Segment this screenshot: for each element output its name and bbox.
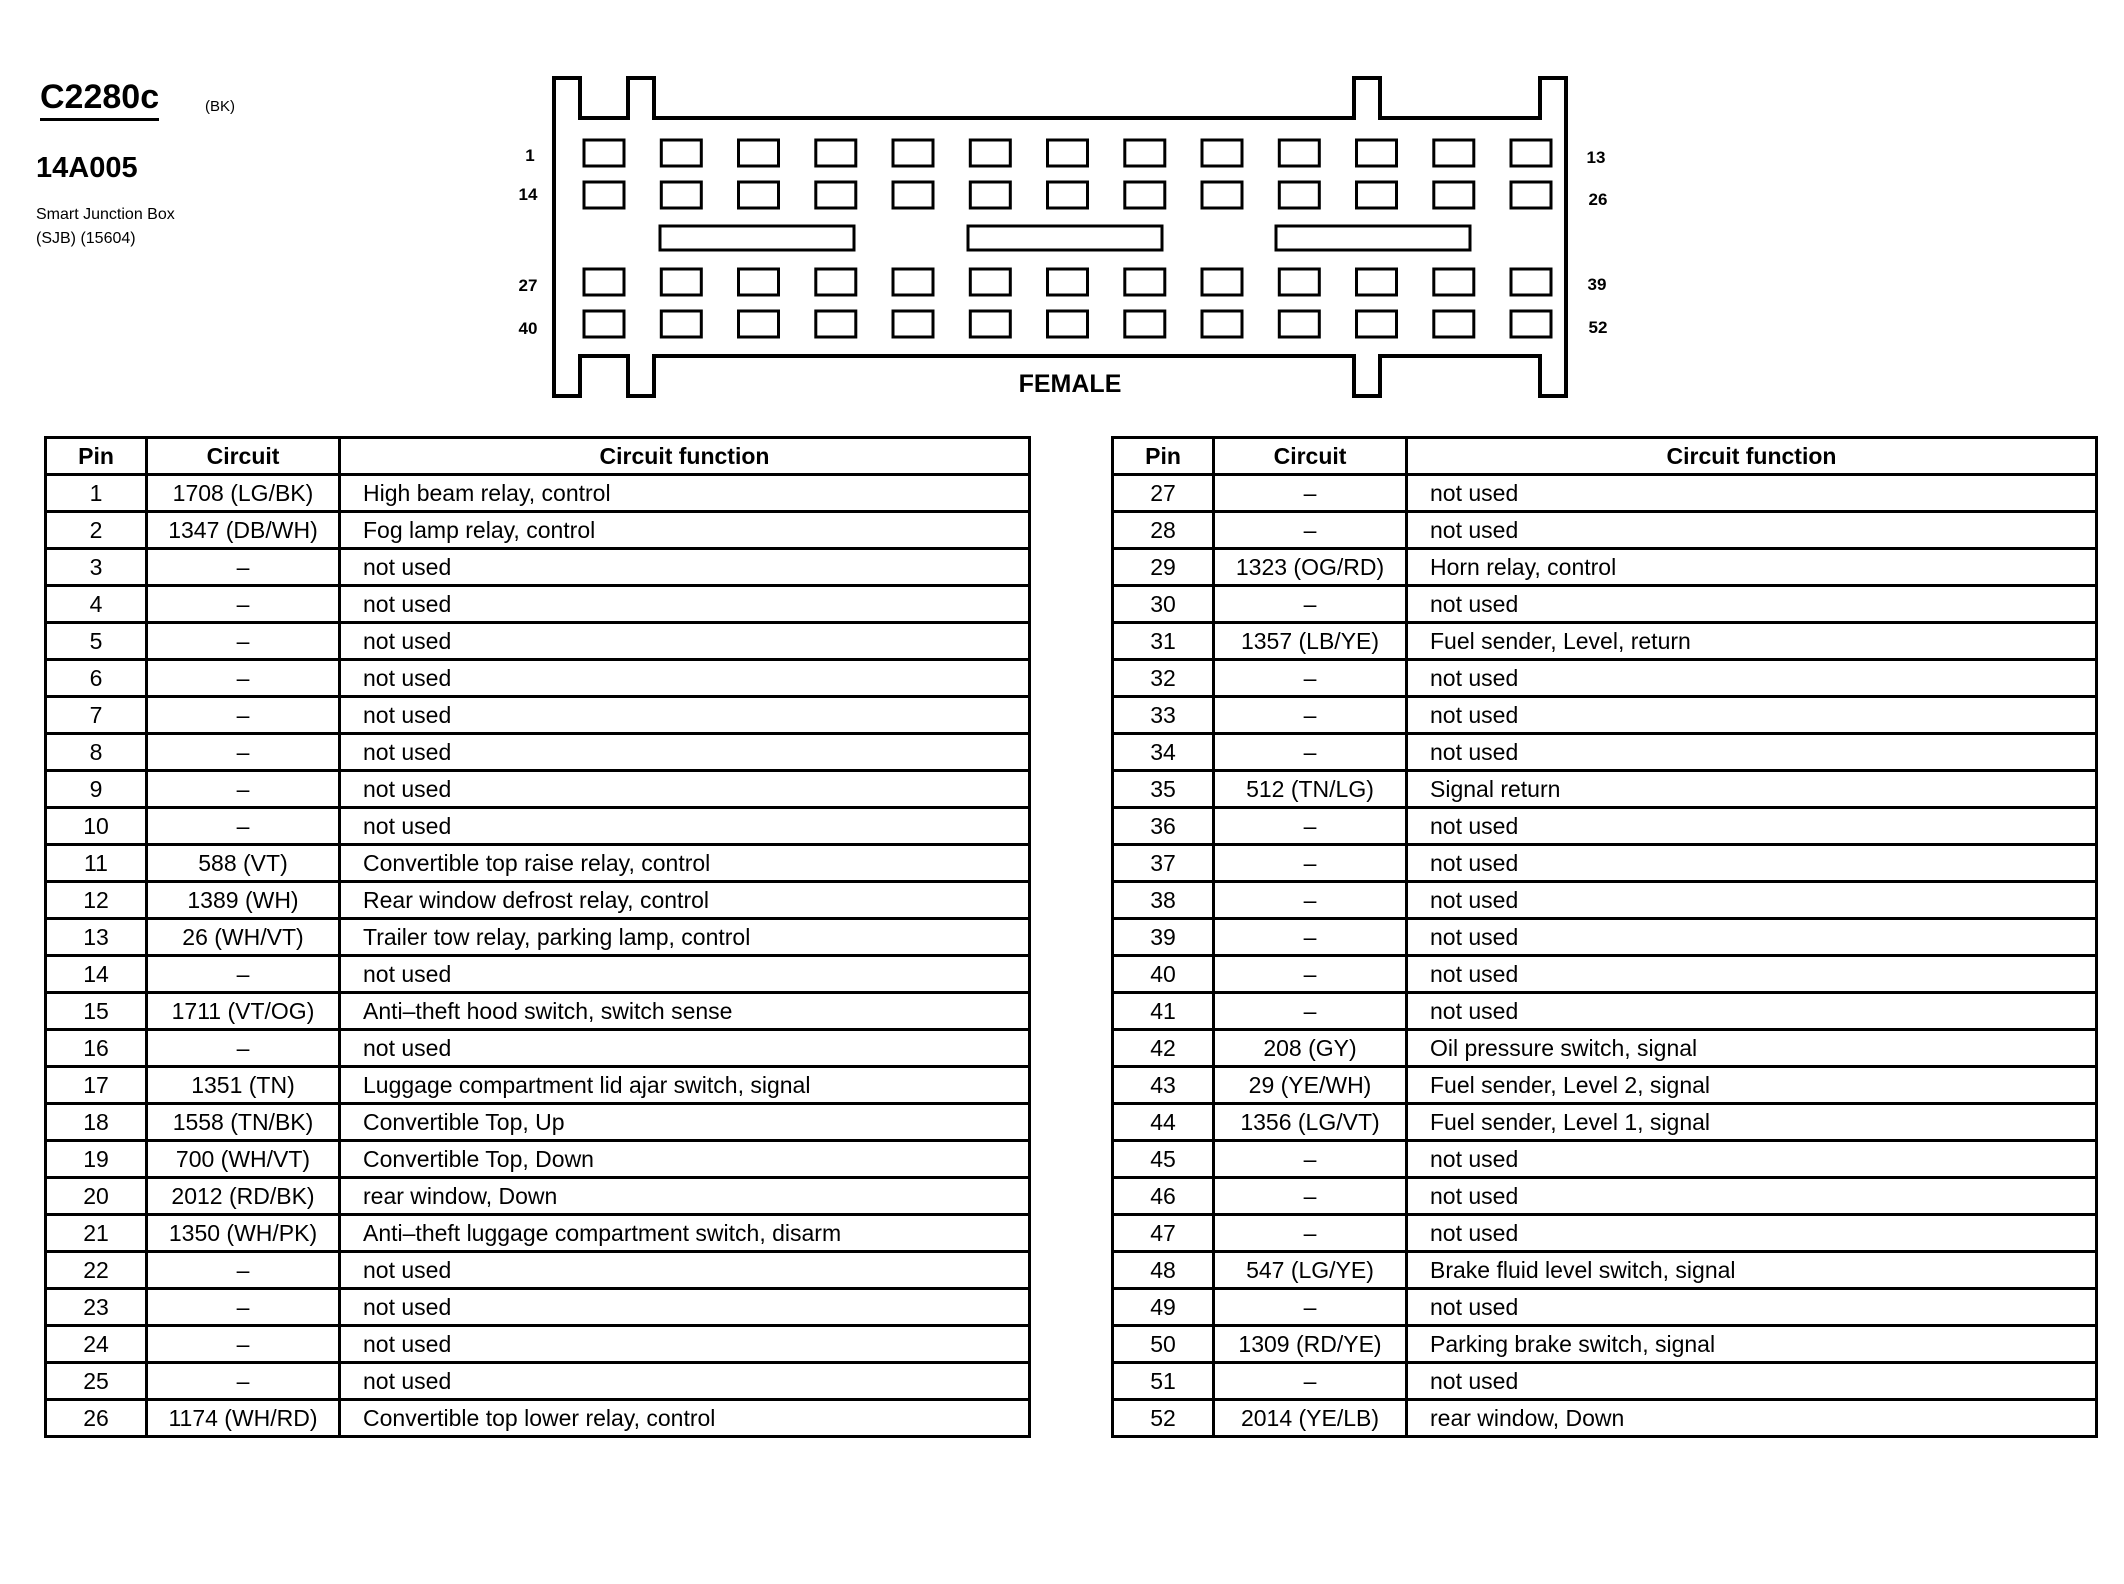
- function-cell: not used: [1407, 586, 2097, 623]
- function-cell: Trailer tow relay, parking lamp, control: [340, 919, 1030, 956]
- pin-cavity: [1434, 269, 1474, 295]
- table-row: [1113, 660, 2097, 697]
- table-row: [46, 1104, 1030, 1141]
- pin-cell: 33: [1113, 697, 1214, 734]
- function-cell: not used: [1407, 1215, 2097, 1252]
- function-cell: not used: [1407, 956, 2097, 993]
- function-cell: rear window, Down: [1407, 1400, 2097, 1437]
- table-row: [46, 549, 1030, 586]
- function-cell: not used: [340, 808, 1030, 845]
- pin-cell: 17: [46, 1067, 147, 1104]
- function-cell: not used: [1407, 882, 2097, 919]
- table-row: [1113, 1400, 2097, 1437]
- table-row: [1113, 549, 2097, 586]
- pin-cell: 20: [46, 1178, 147, 1215]
- pin-cell: 2: [46, 512, 147, 549]
- circuit-cell: 208 (GY): [1214, 1030, 1407, 1067]
- function-cell: Oil pressure switch, signal: [1407, 1030, 2097, 1067]
- pin-cavity: [1434, 140, 1474, 166]
- table-row: [46, 734, 1030, 771]
- circuit-cell: –: [147, 1363, 340, 1400]
- circuit-cell: 2014 (YE/LB): [1214, 1400, 1407, 1437]
- function-cell: not used: [340, 697, 1030, 734]
- table-row: [1113, 993, 2097, 1030]
- table-row: [1113, 697, 2097, 734]
- pin-cavity: [970, 269, 1010, 295]
- pin-cavity: [1125, 311, 1165, 337]
- circuit-cell: 1174 (WH/RD): [147, 1400, 340, 1437]
- function-cell: Fuel sender, Level 2, signal: [1407, 1067, 2097, 1104]
- pin-cavity: [893, 311, 933, 337]
- function-cell: not used: [1407, 1289, 2097, 1326]
- pin-cell: 23: [46, 1289, 147, 1326]
- pin-cavity: [970, 140, 1010, 166]
- table-row: [46, 993, 1030, 1030]
- table-row: [1113, 771, 2097, 808]
- table-row: [1113, 845, 2097, 882]
- pin-cavity: [661, 140, 701, 166]
- pin-cell: 25: [46, 1363, 147, 1400]
- pin-cell: 35: [1113, 771, 1214, 808]
- circuit-cell: 547 (LG/YE): [1214, 1252, 1407, 1289]
- pin-cavity: [1357, 140, 1397, 166]
- header-circuit: Circuit: [1214, 438, 1407, 475]
- circuit-cell: –: [1214, 734, 1407, 771]
- row-label-40: 40: [518, 319, 538, 338]
- pin-cavity: [1357, 311, 1397, 337]
- pin-cell: 37: [1113, 845, 1214, 882]
- circuit-cell: –: [1214, 1289, 1407, 1326]
- table-row: [1113, 734, 2097, 771]
- pin-cell: 4: [46, 586, 147, 623]
- function-cell: Fuel sender, Level 1, signal: [1407, 1104, 2097, 1141]
- table-row: [1113, 1141, 2097, 1178]
- pin-table-left: [44, 436, 1031, 1438]
- circuit-cell: –: [147, 771, 340, 808]
- table-row: [1113, 1030, 2097, 1067]
- pin-cell: 43: [1113, 1067, 1214, 1104]
- table-row: [46, 771, 1030, 808]
- pin-cell: 1: [46, 475, 147, 512]
- pin-cell: 26: [46, 1400, 147, 1437]
- table-row: [1113, 1363, 2097, 1400]
- circuit-cell: –: [1214, 845, 1407, 882]
- circuit-cell: –: [147, 623, 340, 660]
- connector-id: C2280c: [40, 80, 159, 121]
- pin-cell: 9: [46, 771, 147, 808]
- function-cell: High beam relay, control: [340, 475, 1030, 512]
- pin-cell: 36: [1113, 808, 1214, 845]
- latch-slot: [660, 226, 854, 250]
- table-row: [46, 1178, 1030, 1215]
- row-label-26: 26: [1588, 190, 1608, 209]
- table-row: [1113, 919, 2097, 956]
- table-row: [46, 1141, 1030, 1178]
- connector-face-diagram: [0, 0, 2124, 420]
- latch-slots: [660, 226, 1470, 250]
- pin-cell: 3: [46, 549, 147, 586]
- pin-cell: 16: [46, 1030, 147, 1067]
- table-row: [46, 1067, 1030, 1104]
- function-cell: not used: [1407, 1363, 2097, 1400]
- circuit-cell: –: [1214, 882, 1407, 919]
- pin-cell: 12: [46, 882, 147, 919]
- pin-cavity: [661, 269, 701, 295]
- pin-cavity: [1048, 182, 1088, 208]
- function-cell: not used: [1407, 993, 2097, 1030]
- table-row: [1113, 1252, 2097, 1289]
- function-cell: Fog lamp relay, control: [340, 512, 1030, 549]
- circuit-cell: 1350 (WH/PK): [147, 1215, 340, 1252]
- pin-cell: 29: [1113, 549, 1214, 586]
- pin-cell: 52: [1113, 1400, 1214, 1437]
- pin-cell: 21: [46, 1215, 147, 1252]
- circuit-cell: –: [1214, 1141, 1407, 1178]
- circuit-cell: 26 (WH/VT): [147, 919, 340, 956]
- pin-cavity: [816, 140, 856, 166]
- row-label-14: 14: [518, 185, 538, 204]
- table-row: [1113, 1326, 2097, 1363]
- pin-cell: 30: [1113, 586, 1214, 623]
- table-row: [1113, 1289, 2097, 1326]
- function-cell: not used: [1407, 1141, 2097, 1178]
- pin-cavity: [1202, 311, 1242, 337]
- circuit-cell: –: [147, 660, 340, 697]
- function-cell: not used: [340, 660, 1030, 697]
- description-line-2: (SJB) (15604): [36, 230, 136, 247]
- function-cell: Brake fluid level switch, signal: [1407, 1252, 2097, 1289]
- circuit-cell: –: [1214, 956, 1407, 993]
- pin-cell: 42: [1113, 1030, 1214, 1067]
- function-cell: not used: [340, 1030, 1030, 1067]
- circuit-cell: –: [147, 1326, 340, 1363]
- function-cell: Anti–theft luggage compartment switch, disarm: [340, 1215, 1030, 1252]
- table-row: [46, 1030, 1030, 1067]
- table-row: [1113, 808, 2097, 845]
- pin-cavity: [1511, 140, 1551, 166]
- circuit-cell: 1357 (LB/YE): [1214, 623, 1407, 660]
- pin-cavity: [1202, 140, 1242, 166]
- circuit-cell: –: [1214, 919, 1407, 956]
- pin-cell: 41: [1113, 993, 1214, 1030]
- function-cell: not used: [340, 1252, 1030, 1289]
- table-row: [46, 475, 1030, 512]
- latch-slot: [968, 226, 1162, 250]
- table-row: [46, 623, 1030, 660]
- pin-cavity: [893, 140, 933, 166]
- pin-cavity: [1434, 311, 1474, 337]
- pin-cavity: [1125, 140, 1165, 166]
- function-cell: Convertible Top, Down: [340, 1141, 1030, 1178]
- circuit-cell: 1323 (OG/RD): [1214, 549, 1407, 586]
- table-row: [46, 845, 1030, 882]
- pin-cavity: [584, 269, 624, 295]
- circuit-cell: –: [1214, 1215, 1407, 1252]
- circuit-cell: –: [1214, 1178, 1407, 1215]
- circuit-cell: –: [1214, 475, 1407, 512]
- pin-cell: 45: [1113, 1141, 1214, 1178]
- pin-cell: 7: [46, 697, 147, 734]
- pin-cell: 13: [46, 919, 147, 956]
- pin-cell: 44: [1113, 1104, 1214, 1141]
- pin-cavity: [584, 182, 624, 208]
- part-number: 14A005: [36, 152, 138, 184]
- circuit-cell: –: [147, 808, 340, 845]
- row-label-52: 52: [1588, 318, 1608, 337]
- pin-cavity: [893, 182, 933, 208]
- table-row: [46, 1400, 1030, 1437]
- pin-cell: 31: [1113, 623, 1214, 660]
- function-cell: not used: [1407, 845, 2097, 882]
- function-cell: not used: [340, 586, 1030, 623]
- table-header-row: [46, 438, 1030, 475]
- table-row: [1113, 1104, 2097, 1141]
- table-row: [1113, 623, 2097, 660]
- table-row: [46, 1363, 1030, 1400]
- pin-cavity: [816, 269, 856, 295]
- circuit-cell: 1558 (TN/BK): [147, 1104, 340, 1141]
- pin-cavity: [584, 311, 624, 337]
- function-cell: Convertible top lower relay, control: [340, 1400, 1030, 1437]
- header-circuit-function: Circuit function: [1407, 438, 2097, 475]
- circuit-cell: 700 (WH/VT): [147, 1141, 340, 1178]
- circuit-cell: 1351 (TN): [147, 1067, 340, 1104]
- circuit-cell: –: [147, 1252, 340, 1289]
- function-cell: Convertible Top, Up: [340, 1104, 1030, 1141]
- row-label-39: 39: [1587, 275, 1607, 294]
- circuit-cell: –: [1214, 586, 1407, 623]
- table-row: [46, 882, 1030, 919]
- table-row: [46, 919, 1030, 956]
- table-header-row: [1113, 438, 2097, 475]
- table-row: [46, 512, 1030, 549]
- pin-cavity: [1048, 269, 1088, 295]
- function-cell: not used: [340, 1326, 1030, 1363]
- circuit-cell: 1711 (VT/OG): [147, 993, 340, 1030]
- pin-cavity: [739, 182, 779, 208]
- pin-cell: 46: [1113, 1178, 1214, 1215]
- circuit-cell: –: [147, 549, 340, 586]
- pin-cavity: [1279, 182, 1319, 208]
- function-cell: not used: [340, 956, 1030, 993]
- pin-cavity: [1279, 311, 1319, 337]
- table-row: [46, 660, 1030, 697]
- header-circuit-function: Circuit function: [340, 438, 1030, 475]
- function-cell: Rear window defrost relay, control: [340, 882, 1030, 919]
- function-cell: not used: [1407, 475, 2097, 512]
- pin-table-right: [1111, 436, 2098, 1438]
- pin-cavity: [1125, 182, 1165, 208]
- pin-cell: 27: [1113, 475, 1214, 512]
- pin-cavity: [816, 311, 856, 337]
- pin-cavity: [739, 140, 779, 166]
- table-row: [1113, 1067, 2097, 1104]
- circuit-cell: –: [147, 1289, 340, 1326]
- pin-cell: 6: [46, 660, 147, 697]
- pin-cell: 28: [1113, 512, 1214, 549]
- pin-cell: 15: [46, 993, 147, 1030]
- pin-cavity: [816, 182, 856, 208]
- pin-cell: 34: [1113, 734, 1214, 771]
- circuit-cell: 1708 (LG/BK): [147, 475, 340, 512]
- circuit-cell: –: [1214, 1363, 1407, 1400]
- table-row: [1113, 956, 2097, 993]
- pin-cavity: [1511, 269, 1551, 295]
- pin-cavity: [584, 140, 624, 166]
- function-cell: not used: [340, 623, 1030, 660]
- circuit-cell: –: [147, 734, 340, 771]
- function-cell: not used: [340, 734, 1030, 771]
- pin-cell: 32: [1113, 660, 1214, 697]
- pin-cell: 5: [46, 623, 147, 660]
- pin-cavity: [1511, 182, 1551, 208]
- pin-cavity: [1048, 311, 1088, 337]
- pin-cavity: [1357, 269, 1397, 295]
- function-cell: Luggage compartment lid ajar switch, signal: [340, 1067, 1030, 1104]
- pin-cavity: [739, 311, 779, 337]
- table-row: [46, 586, 1030, 623]
- table-row: [1113, 475, 2097, 512]
- function-cell: not used: [1407, 919, 2097, 956]
- row-label-13: 13: [1586, 148, 1606, 167]
- pin-cell: 10: [46, 808, 147, 845]
- pin-cavity: [970, 311, 1010, 337]
- circuit-cell: –: [1214, 660, 1407, 697]
- pin-cell: 11: [46, 845, 147, 882]
- row-label-1: 1: [525, 146, 535, 165]
- latch-slot: [1276, 226, 1470, 250]
- pin-cavity: [893, 269, 933, 295]
- function-cell: not used: [340, 1363, 1030, 1400]
- function-cell: Horn relay, control: [1407, 549, 2097, 586]
- pin-cell: 38: [1113, 882, 1214, 919]
- function-cell: not used: [1407, 512, 2097, 549]
- header-pin: Pin: [1113, 438, 1214, 475]
- function-cell: not used: [1407, 697, 2097, 734]
- function-cell: Anti–theft hood switch, switch sense: [340, 993, 1030, 1030]
- connector-color: (BK): [205, 98, 235, 115]
- pin-cavity: [1048, 140, 1088, 166]
- function-cell: Parking brake switch, signal: [1407, 1326, 2097, 1363]
- pin-cell: 18: [46, 1104, 147, 1141]
- pin-cell: 22: [46, 1252, 147, 1289]
- header-pin: Pin: [46, 438, 147, 475]
- circuit-cell: –: [147, 956, 340, 993]
- pin-cavity: [1202, 182, 1242, 208]
- pin-cavity: [1279, 140, 1319, 166]
- function-cell: not used: [340, 771, 1030, 808]
- function-cell: not used: [1407, 1178, 2097, 1215]
- pin-cell: 14: [46, 956, 147, 993]
- pin-cavity: [1279, 269, 1319, 295]
- circuit-cell: 1309 (RD/YE): [1214, 1326, 1407, 1363]
- pin-cell: 40: [1113, 956, 1214, 993]
- circuit-cell: –: [147, 697, 340, 734]
- pin-cavity: [1434, 182, 1474, 208]
- pin-cell: 48: [1113, 1252, 1214, 1289]
- table-row: [46, 697, 1030, 734]
- table-row: [1113, 512, 2097, 549]
- function-cell: Fuel sender, Level, return: [1407, 623, 2097, 660]
- table-row: [1113, 882, 2097, 919]
- pin-cavity: [970, 182, 1010, 208]
- pin-cavity: [1357, 182, 1397, 208]
- circuit-cell: 512 (TN/LG): [1214, 771, 1407, 808]
- pin-cell: 39: [1113, 919, 1214, 956]
- pin-cavity: [661, 311, 701, 337]
- pin-cavity: [1125, 269, 1165, 295]
- pin-cavity: [1511, 311, 1551, 337]
- connector-outline: [554, 78, 1566, 396]
- circuit-cell: –: [1214, 993, 1407, 1030]
- circuit-cell: 588 (VT): [147, 845, 340, 882]
- function-cell: rear window, Down: [340, 1178, 1030, 1215]
- pin-cell: 49: [1113, 1289, 1214, 1326]
- table-row: [46, 1289, 1030, 1326]
- pin-cell: 47: [1113, 1215, 1214, 1252]
- circuit-cell: –: [1214, 697, 1407, 734]
- circuit-cell: 29 (YE/WH): [1214, 1067, 1407, 1104]
- table-row: [1113, 1178, 2097, 1215]
- function-cell: not used: [1407, 734, 2097, 771]
- pin-cell: 50: [1113, 1326, 1214, 1363]
- pin-cavity: [1202, 269, 1242, 295]
- pin-cavity: [739, 269, 779, 295]
- pin-cell: 19: [46, 1141, 147, 1178]
- function-cell: Convertible top raise relay, control: [340, 845, 1030, 882]
- function-cell: not used: [340, 549, 1030, 586]
- row-label-27: 27: [518, 276, 538, 295]
- circuit-cell: 1356 (LG/VT): [1214, 1104, 1407, 1141]
- table-row: [46, 808, 1030, 845]
- description-line-1: Smart Junction Box: [36, 206, 175, 223]
- pin-cells: [584, 140, 1551, 337]
- circuit-cell: –: [1214, 808, 1407, 845]
- circuit-cell: 2012 (RD/BK): [147, 1178, 340, 1215]
- female-label: FEMALE: [1018, 370, 1122, 398]
- table-row: [46, 1252, 1030, 1289]
- pin-cell: 51: [1113, 1363, 1214, 1400]
- table-row: [46, 1215, 1030, 1252]
- function-cell: not used: [1407, 660, 2097, 697]
- function-cell: not used: [340, 1289, 1030, 1326]
- circuit-cell: –: [1214, 512, 1407, 549]
- function-cell: not used: [1407, 808, 2097, 845]
- pin-cell: 24: [46, 1326, 147, 1363]
- circuit-cell: –: [147, 1030, 340, 1067]
- header-circuit: Circuit: [147, 438, 340, 475]
- pin-cell: 8: [46, 734, 147, 771]
- circuit-cell: 1347 (DB/WH): [147, 512, 340, 549]
- circuit-cell: 1389 (WH): [147, 882, 340, 919]
- circuit-cell: –: [147, 586, 340, 623]
- pin-cavity: [661, 182, 701, 208]
- function-cell: Signal return: [1407, 771, 2097, 808]
- table-row: [46, 1326, 1030, 1363]
- table-row: [1113, 586, 2097, 623]
- table-row: [46, 956, 1030, 993]
- table-row: [1113, 1215, 2097, 1252]
